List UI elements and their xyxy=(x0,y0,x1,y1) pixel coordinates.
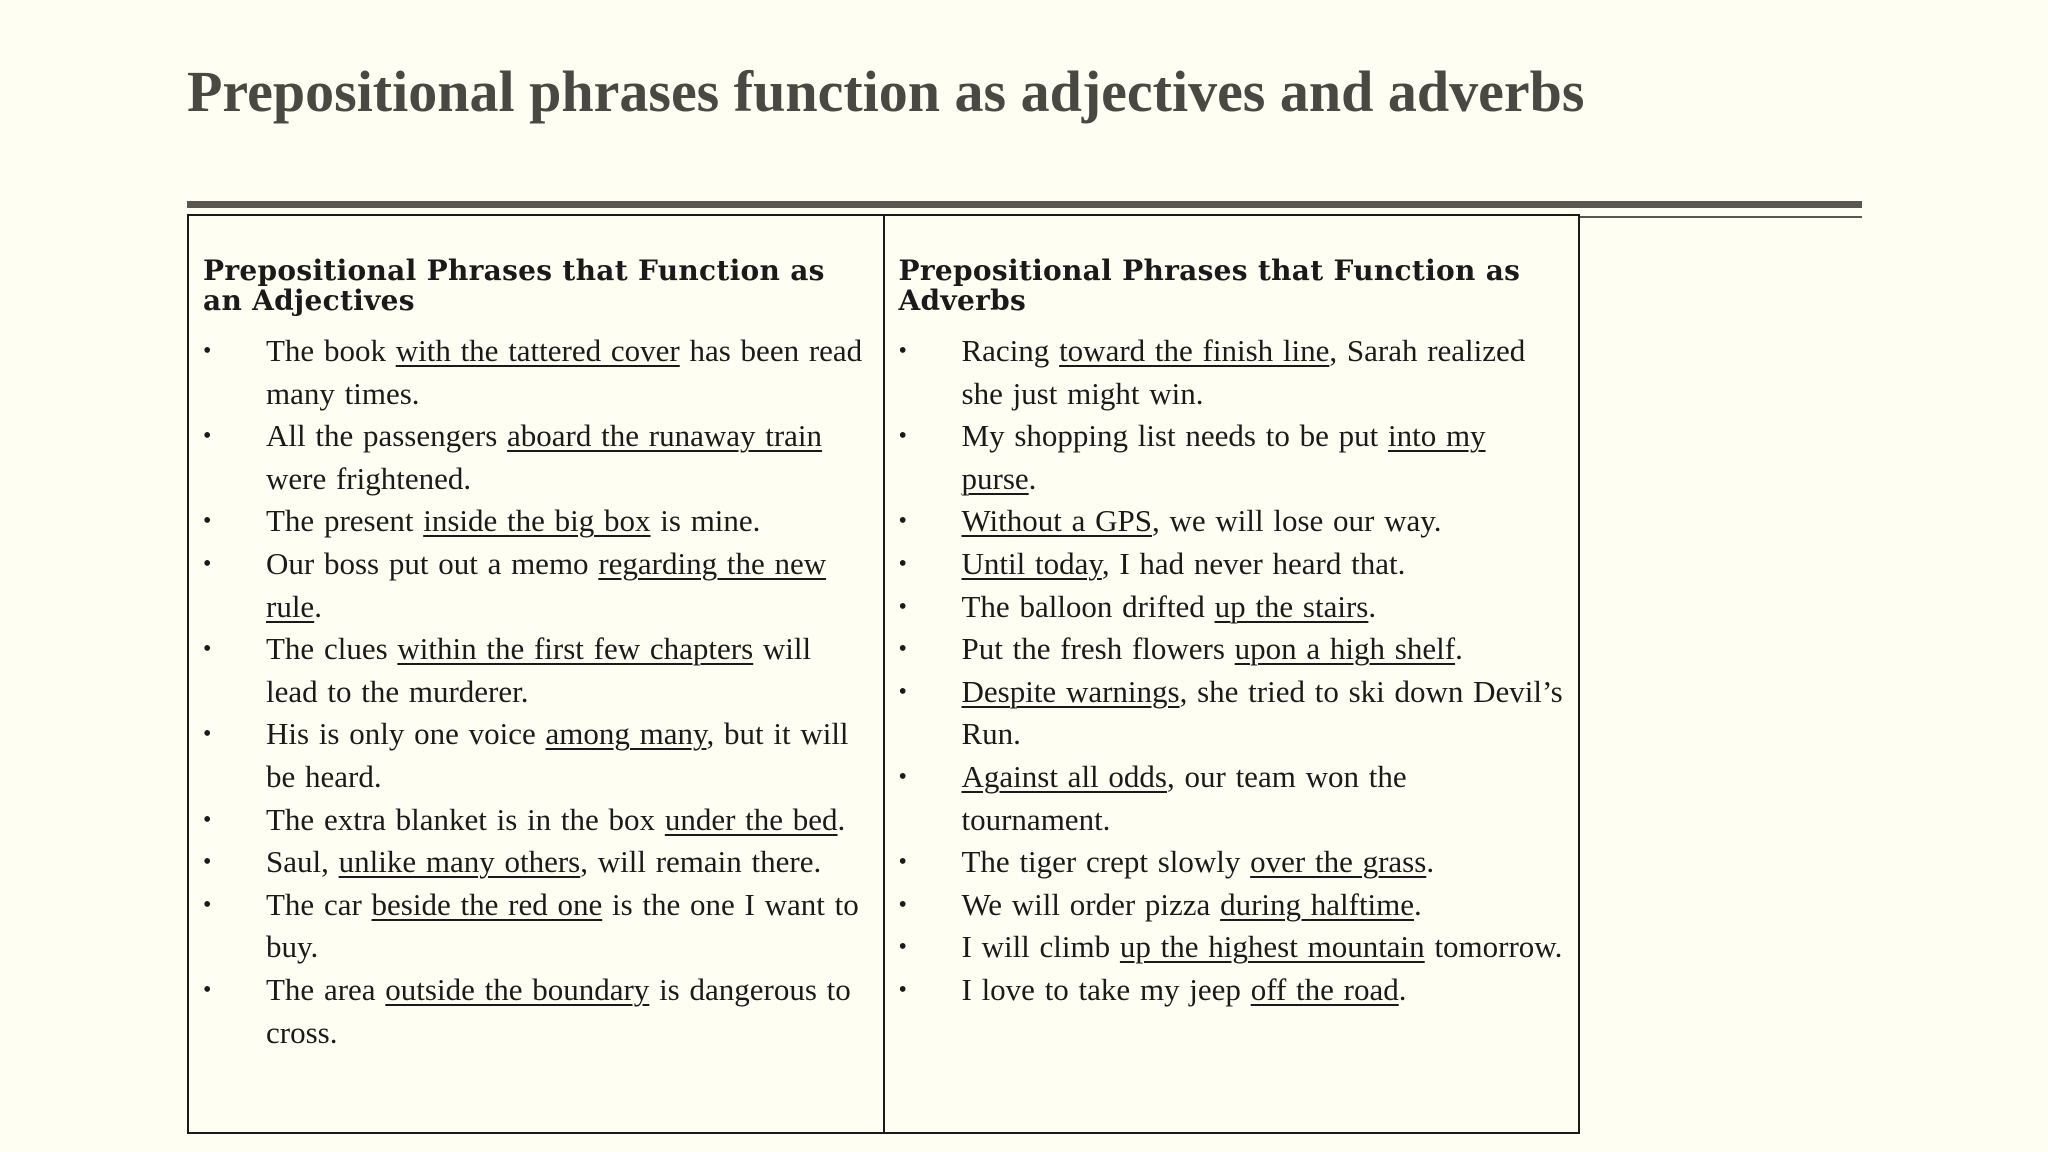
bullet-icon: • xyxy=(203,721,212,748)
sentence-text-after: will lead to the murderer. xyxy=(266,631,812,709)
prepositional-phrase: with the tattered cover xyxy=(395,333,680,368)
slide-title: Prepositional phrases function as adjectives and adverbs xyxy=(187,59,1585,124)
prepositional-phrase: regarding the new rule xyxy=(266,545,827,624)
sentence-text-before: The book xyxy=(266,333,396,368)
bullet-icon: • xyxy=(898,508,907,535)
adverbs-column xyxy=(883,216,1579,1132)
sentence-text-after: , I had never heard that. xyxy=(1101,545,1406,581)
prepositional-phrase: up the highest mountain xyxy=(1119,929,1425,965)
example-sentence xyxy=(203,543,869,628)
sentence-text-before: My shopping list needs to be put xyxy=(961,418,1388,454)
sentence-text-after: . xyxy=(314,588,322,624)
sentence-text-after: , our team won the tournament. xyxy=(961,758,1407,837)
example-sentence xyxy=(899,543,1565,586)
sentence-text-after: has been read many times. xyxy=(266,333,863,411)
prepositional-phrase: Against all odds xyxy=(961,758,1167,794)
bullet-icon: • xyxy=(898,976,907,1003)
sentence-text-after: . xyxy=(1028,460,1037,496)
sentence-text-after: , Sarah realized she just might win. xyxy=(961,333,1526,411)
sentence-text-before: Put the fresh flowers xyxy=(961,631,1235,667)
sentence-text-before: Saul, xyxy=(266,844,339,880)
bullet-icon: • xyxy=(898,891,907,918)
example-sentence xyxy=(203,330,869,415)
sentence-text-before: His is only one voice xyxy=(266,716,546,752)
bullet-icon: • xyxy=(898,338,907,364)
prepositional-phrase: upon a high shelf xyxy=(1234,631,1456,667)
sentence-text-after: . xyxy=(1398,971,1407,1007)
example-sentence xyxy=(203,713,869,798)
prepositional-phrase: into my purse xyxy=(961,418,1486,496)
bullet-icon: • xyxy=(898,636,907,663)
sentence-text-before: I will climb xyxy=(961,929,1120,965)
sentence-text-before: The tiger crept slowly xyxy=(961,844,1251,880)
sentence-text-after: is the one I want to buy. xyxy=(266,886,859,965)
sentence-text-before: The balloon drifted xyxy=(961,588,1215,624)
sentence-text-after: , she tried to ski down Devil’s Run. xyxy=(961,673,1563,752)
prepositional-phrase: within the first few chapters xyxy=(397,631,754,667)
title-divider-thick xyxy=(187,201,1862,208)
prepositional-phrase: among many xyxy=(545,716,707,752)
bullet-icon: • xyxy=(898,593,907,620)
sentence-text-before: The area xyxy=(266,971,386,1007)
example-sentence xyxy=(899,671,1565,756)
sentence-text-after: . xyxy=(1455,631,1463,667)
bullet-icon: • xyxy=(898,423,907,450)
prepositional-phrase: unlike many others xyxy=(338,844,581,880)
example-sentence xyxy=(203,799,869,842)
example-sentence xyxy=(899,415,1565,500)
prepositional-phrase: Until today xyxy=(961,545,1102,581)
bullet-icon: • xyxy=(203,338,212,364)
sentence-text-after: is dangerous to cross. xyxy=(266,971,851,1050)
prepositional-phrase: Despite warnings xyxy=(961,673,1180,709)
example-sentence xyxy=(899,884,1565,927)
example-sentence xyxy=(203,841,869,884)
prepositional-phrase: inside the big box xyxy=(423,503,651,539)
adjectives-column-heading: Prepositional Phrases that Function as an Adjectives xyxy=(203,254,825,317)
sentence-text-before: We will order pizza xyxy=(961,886,1221,922)
example-sentence xyxy=(203,500,869,543)
bullet-icon: • xyxy=(203,849,212,876)
example-sentence xyxy=(899,330,1565,415)
bullet-icon: • xyxy=(203,423,212,450)
bullet-icon: • xyxy=(898,849,907,876)
sentence-text-before: The clues xyxy=(266,631,398,667)
example-sentence xyxy=(899,586,1565,629)
prepositional-phrase: up the stairs xyxy=(1214,588,1369,624)
bullet-icon: • xyxy=(203,636,212,663)
adjectives-example-list xyxy=(203,330,869,1054)
sentence-text-before: The extra blanket is in the box xyxy=(266,801,665,837)
example-sentence xyxy=(203,969,869,1054)
bullet-icon: • xyxy=(203,806,212,833)
bullet-icon: • xyxy=(203,976,212,1003)
sentence-text-after: . xyxy=(1426,844,1435,880)
bullet-icon: • xyxy=(898,934,907,961)
adverbs-column-heading: Prepositional Phrases that Function as Adverbs xyxy=(898,254,1521,317)
sentence-text-before: Racing xyxy=(961,333,1060,368)
bullet-icon: • xyxy=(203,891,212,918)
adverbs-example-list xyxy=(899,330,1565,1012)
bullet-icon: • xyxy=(203,508,212,535)
prepositional-phrase: Without a GPS xyxy=(961,503,1152,539)
example-sentence xyxy=(203,884,869,969)
sentence-text-before: All the passengers xyxy=(266,418,508,454)
sentence-text-after: is mine. xyxy=(650,503,761,539)
sentence-text-after: . xyxy=(837,801,846,837)
sentence-text-after: were frightened. xyxy=(266,460,472,496)
prepositional-phrase: off the road xyxy=(1250,971,1399,1007)
sentence-text-after: . xyxy=(1368,588,1377,624)
sentence-text-before: I love to take my jeep xyxy=(961,971,1251,1007)
example-sentence xyxy=(899,500,1565,543)
sentence-text-after: , will remain there. xyxy=(580,844,822,880)
sentence-text-before: The car xyxy=(266,886,372,922)
prepositional-phrase: aboard the runaway train xyxy=(507,418,823,454)
example-sentence xyxy=(203,415,869,500)
bullet-icon: • xyxy=(898,678,907,705)
sentence-text-after: . xyxy=(1414,886,1422,922)
bullet-icon: • xyxy=(203,550,212,577)
prepositional-phrase: outside the boundary xyxy=(385,971,650,1007)
bullet-icon: • xyxy=(898,550,907,577)
example-sentence xyxy=(899,628,1565,671)
example-sentence xyxy=(203,628,869,713)
prepositional-phrase: toward the finish line xyxy=(1059,333,1330,368)
sentence-text-before: The present xyxy=(266,503,424,539)
sentence-text-before: Our boss put out a memo xyxy=(266,545,599,581)
example-sentence xyxy=(899,926,1565,969)
bullet-icon: • xyxy=(898,763,907,790)
sentence-text-after: tomorrow. xyxy=(1424,929,1563,965)
prepositional-phrase: during halftime xyxy=(1220,886,1415,922)
sentence-text-after: , we will lose our way. xyxy=(1151,503,1442,539)
prepositional-phrases-table xyxy=(187,214,1580,1134)
prepositional-phrase: beside the red one xyxy=(371,886,603,922)
sentence-text-after: , but it will be heard. xyxy=(266,716,849,794)
prepositional-phrase: over the grass xyxy=(1250,844,1427,880)
prepositional-phrase: under the bed xyxy=(664,801,838,837)
example-sentence xyxy=(899,969,1565,1012)
adjectives-column xyxy=(189,216,883,1132)
example-sentence xyxy=(899,841,1565,884)
example-sentence xyxy=(899,756,1565,841)
